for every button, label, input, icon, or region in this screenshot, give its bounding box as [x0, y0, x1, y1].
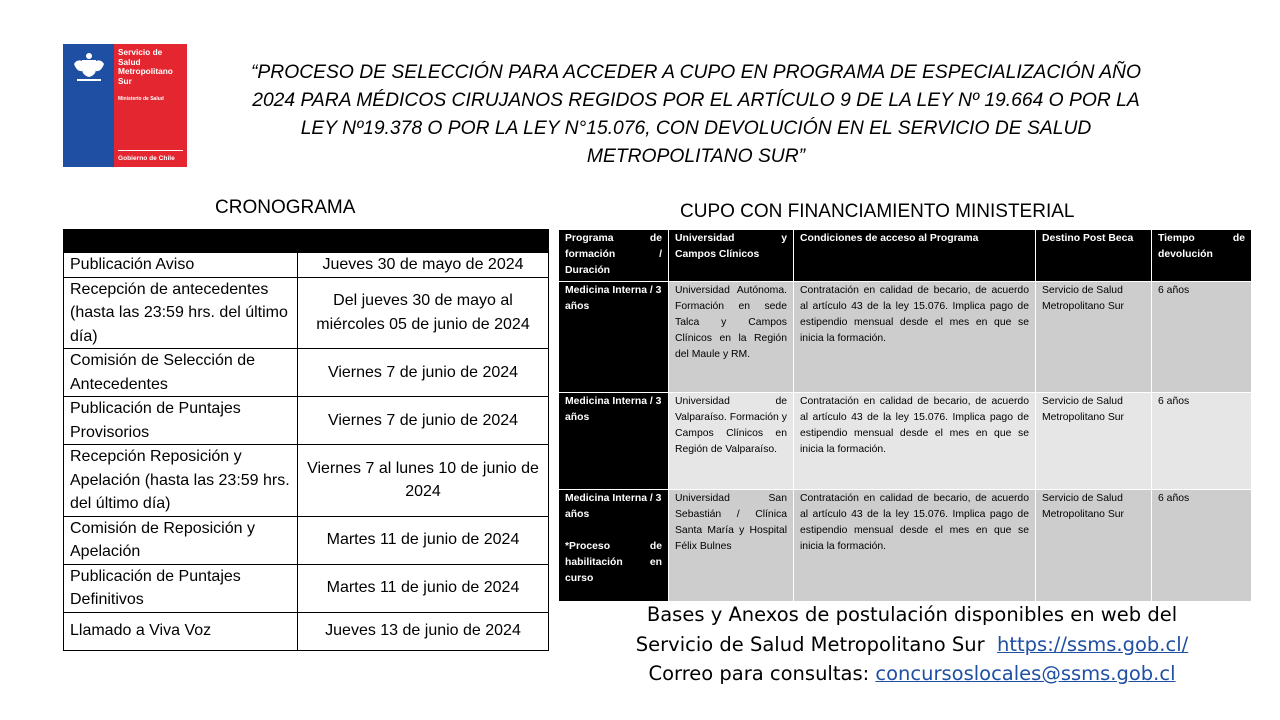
cupo-header-cell: Destino Post Beca [1036, 230, 1152, 282]
cupo-header-cell: Programa de formación / Duración [559, 230, 669, 282]
cronograma-fecha: Jueves 13 de junio de 2024 [298, 612, 549, 650]
cronograma-row [64, 349, 549, 397]
logo-name-line: Salud [118, 56, 141, 67]
spacer [565, 523, 662, 539]
cupo-row [559, 490, 1252, 602]
logo-gobierno: Gobierno de Chile [118, 155, 175, 162]
cronograma-row [64, 397, 549, 445]
footer-line-2 [620, 630, 1204, 660]
cupo-tiempo: 6 años [1152, 282, 1252, 393]
cupo-row [559, 393, 1252, 490]
cupo-destino: Servicio de Salud Metropolitano Sur [1036, 393, 1152, 490]
cupo-destino: Servicio de Salud Metropolitano Sur [1036, 490, 1152, 602]
cronograma-etapa: Publicación de Puntajes Provisorios [64, 397, 298, 445]
cupo-programa: Medicina Interna / 3 años [559, 393, 669, 490]
logo-ministerio: Ministerio de Salud [118, 96, 164, 102]
website-link[interactable]: https://ssms.gob.cl/ [997, 632, 1189, 656]
cupo-tiempo: 6 años [1152, 393, 1252, 490]
cupo-condiciones: Contratación en calidad de becario, de acuerdo al artículo 43 de la ley 15.076. Implica pago de estipendio mensual desde el mes en que se inicia la formación. [794, 282, 1036, 393]
cupo-header-cell: Tiempo de devolución [1152, 230, 1252, 282]
cupo-destino: Servicio de Salud Metropolitano Sur [1036, 282, 1152, 393]
logo-red-panel [114, 44, 187, 167]
cronograma-row [64, 612, 549, 650]
cronograma-row [64, 516, 549, 564]
cupo-universidad: Universidad de Valparaíso. Formación y Campos Clínicos en Región de Valparaíso. [669, 393, 794, 490]
ssms-logo [63, 44, 187, 167]
cronograma-etapa: Llamado a Viva Voz [64, 612, 298, 650]
cronograma-fecha: Viernes 7 de junio de 2024 [298, 397, 549, 445]
cronograma-fecha: Viernes 7 al lunes 10 de junio de 2024 [298, 445, 549, 517]
cronograma-etapa: Comisión de Selección de Antecedentes [64, 349, 298, 397]
cronograma-header-row [64, 230, 549, 253]
cupo-condiciones: Contratación en calidad de becario, de acuerdo al artículo 43 de la ley 15.076. Implica pago de estipendio mensual desde el mes en que se inicia la formación. [794, 490, 1036, 602]
cupo-row [559, 282, 1252, 393]
cronograma-etapa: Comisión de Reposición y Apelación [64, 516, 298, 564]
coat-of-arms-icon [71, 50, 107, 84]
footer-line-3 [620, 659, 1204, 689]
cupo-universidad: Universidad San Sebastián / Clínica Santa María y Hospital Félix Bulnes [669, 490, 794, 602]
footer-line-3-text: Correo para consultas: [648, 662, 870, 685]
cronograma-header-cell [298, 230, 549, 253]
cupo-condiciones: Contratación en calidad de becario, de acuerdo al artículo 43 de la ley 15.076. Implica pago de estipendio mensual desde el mes en que se inicia la formación. [794, 393, 1036, 490]
cronograma-heading: CRONOGRAMA [215, 197, 356, 218]
cupo-programa-cell [559, 490, 669, 602]
logo-blue-panel [63, 44, 114, 167]
cupo-header-row [559, 230, 1252, 282]
cupo-nota: *Proceso de habilitación en curso [565, 541, 662, 584]
cronograma-fecha: Jueves 30 de mayo de 2024 [298, 253, 549, 278]
cronograma-etapa: Recepción de antecedentes (hasta las 23:59 hrs. del último día) [64, 277, 298, 349]
cronograma-row [64, 445, 549, 517]
cronograma-header-cell [64, 230, 298, 253]
logo-name [118, 48, 173, 86]
cronograma-etapa: Publicación de Puntajes Definitivos [64, 564, 298, 612]
cupo-tiempo: 6 años [1152, 490, 1252, 602]
logo-name-line: Servicio de [118, 47, 163, 57]
cronograma-fecha: Martes 11 de junio de 2024 [298, 564, 549, 612]
cronograma-etapa: Publicación Aviso [64, 253, 298, 278]
logo-divider [118, 150, 183, 151]
cronograma-etapa: Recepción Reposición y Apelación (hasta las 23:59 hrs. del último día) [64, 445, 298, 517]
footer-info [620, 600, 1204, 689]
logo-name-line: Metropolitano [118, 66, 173, 77]
cronograma-row [64, 277, 549, 349]
cronograma-fecha: Viernes 7 de junio de 2024 [298, 349, 549, 397]
cronograma-fecha: Del jueves 30 de mayo al miércoles 05 de junio de 2024 [298, 277, 549, 349]
cupo-header-cell: Condiciones de acceso al Programa [794, 230, 1036, 282]
cronograma-table [63, 229, 549, 651]
cupo-programa: Medicina Interna / 3 años [565, 493, 662, 520]
footer-line-1: Bases y Anexos de postulación disponibles en web del [646, 603, 1178, 626]
page-title: “PROCESO DE SELECCIÓN PARA ACCEDER A CUPO EN PROGRAMA DE ESPECIALIZACIÓN AÑO 2024 PARA MÉDICOS CIRUJANOS REGIDOS POR EL ARTÍCULO 9 DE LA LEY Nº 19.664 O POR LA LEY Nº19.378 O POR LA LEY N°15.076, CON DEVOLUCIÓN EN EL SERVICIO DE SALUD METROPOLITANO SUR” [251, 62, 1141, 167]
cupo-table [558, 229, 1252, 602]
cronograma-row [64, 253, 549, 278]
cupo-programa: Medicina Interna / 3 años [559, 282, 669, 393]
logo-name-line: Sur [118, 75, 132, 86]
footer-line-2-text: Servicio de Salud Metropolitano Sur [635, 632, 985, 656]
cupo-header-cell: Universidad y Campos Clínicos [669, 230, 794, 282]
email-link[interactable]: concursoslocales@ssms.gob.cl [875, 662, 1176, 685]
cronograma-row [64, 564, 549, 612]
cupo-heading: CUPO CON FINANCIAMIENTO MINISTERIAL [680, 201, 1075, 222]
cupo-universidad: Universidad Autónoma. Formación en sede Talca y Campos Clínicos en la Región del Maule y RM. [669, 282, 794, 393]
cronograma-fecha: Martes 11 de junio de 2024 [298, 516, 549, 564]
